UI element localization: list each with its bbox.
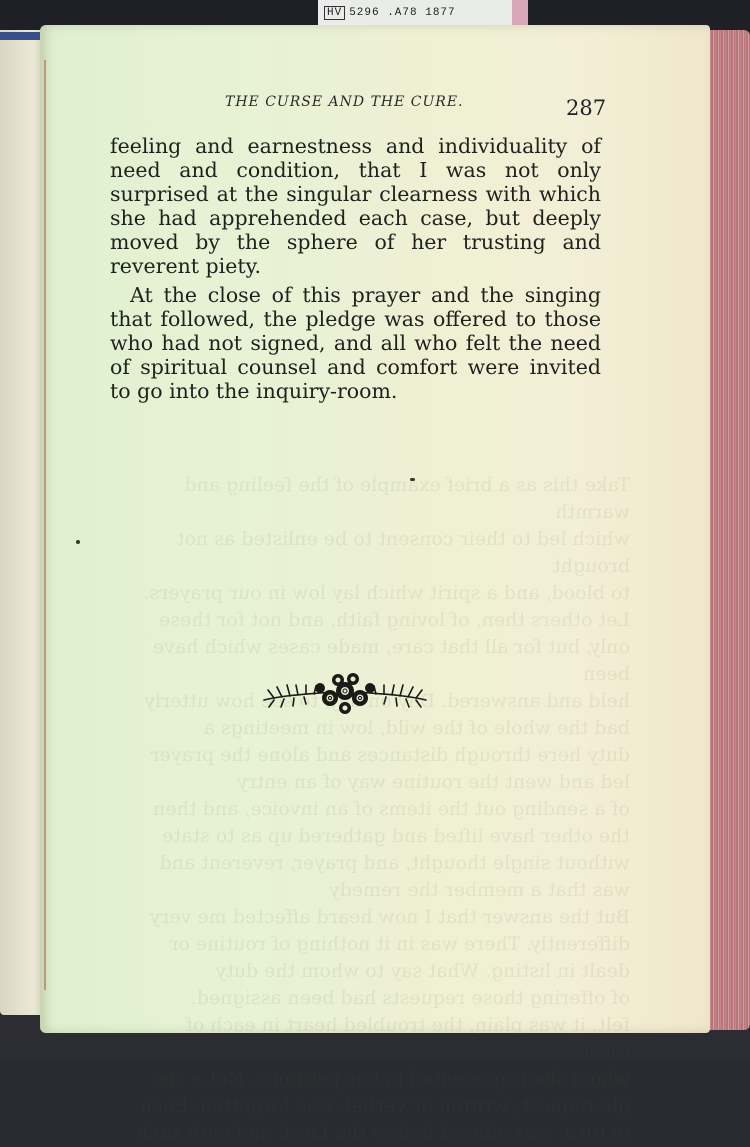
gutter-line (44, 60, 46, 990)
floral-tailpiece-icon (260, 664, 430, 724)
body-text (110, 134, 601, 403)
speck (76, 540, 80, 544)
show-through-text: whom she represented in her petitions. Not a sin- gle request, written or verbal, was forgotten. Each in turn, was offered before the Lord, and with such (136, 1068, 630, 1144)
page-number: 287 (566, 96, 607, 120)
running-head: THE CURSE AND THE CURE. (225, 94, 464, 110)
tag-marker (512, 0, 528, 26)
paragraph: At the close of this prayer and the singing that followed, the pledge was offered to those who had not signed, and all who felt the need of spiritual counsel and comfort were invited to go into the inquiry-room. (110, 283, 601, 403)
call-number-class: HV (324, 6, 345, 20)
speck (410, 478, 415, 481)
paragraph: feeling and earnestness and individuality of need and condition, that I was not only surprised at the singular clearness with which she had apprehended each case, but deeply moved by the sphere of her trusting and reverent piety. (110, 134, 601, 278)
call-number-label (318, 0, 528, 26)
call-number-text: 5296 .A78 1877 (349, 7, 456, 19)
page-block-edge (704, 30, 750, 1030)
